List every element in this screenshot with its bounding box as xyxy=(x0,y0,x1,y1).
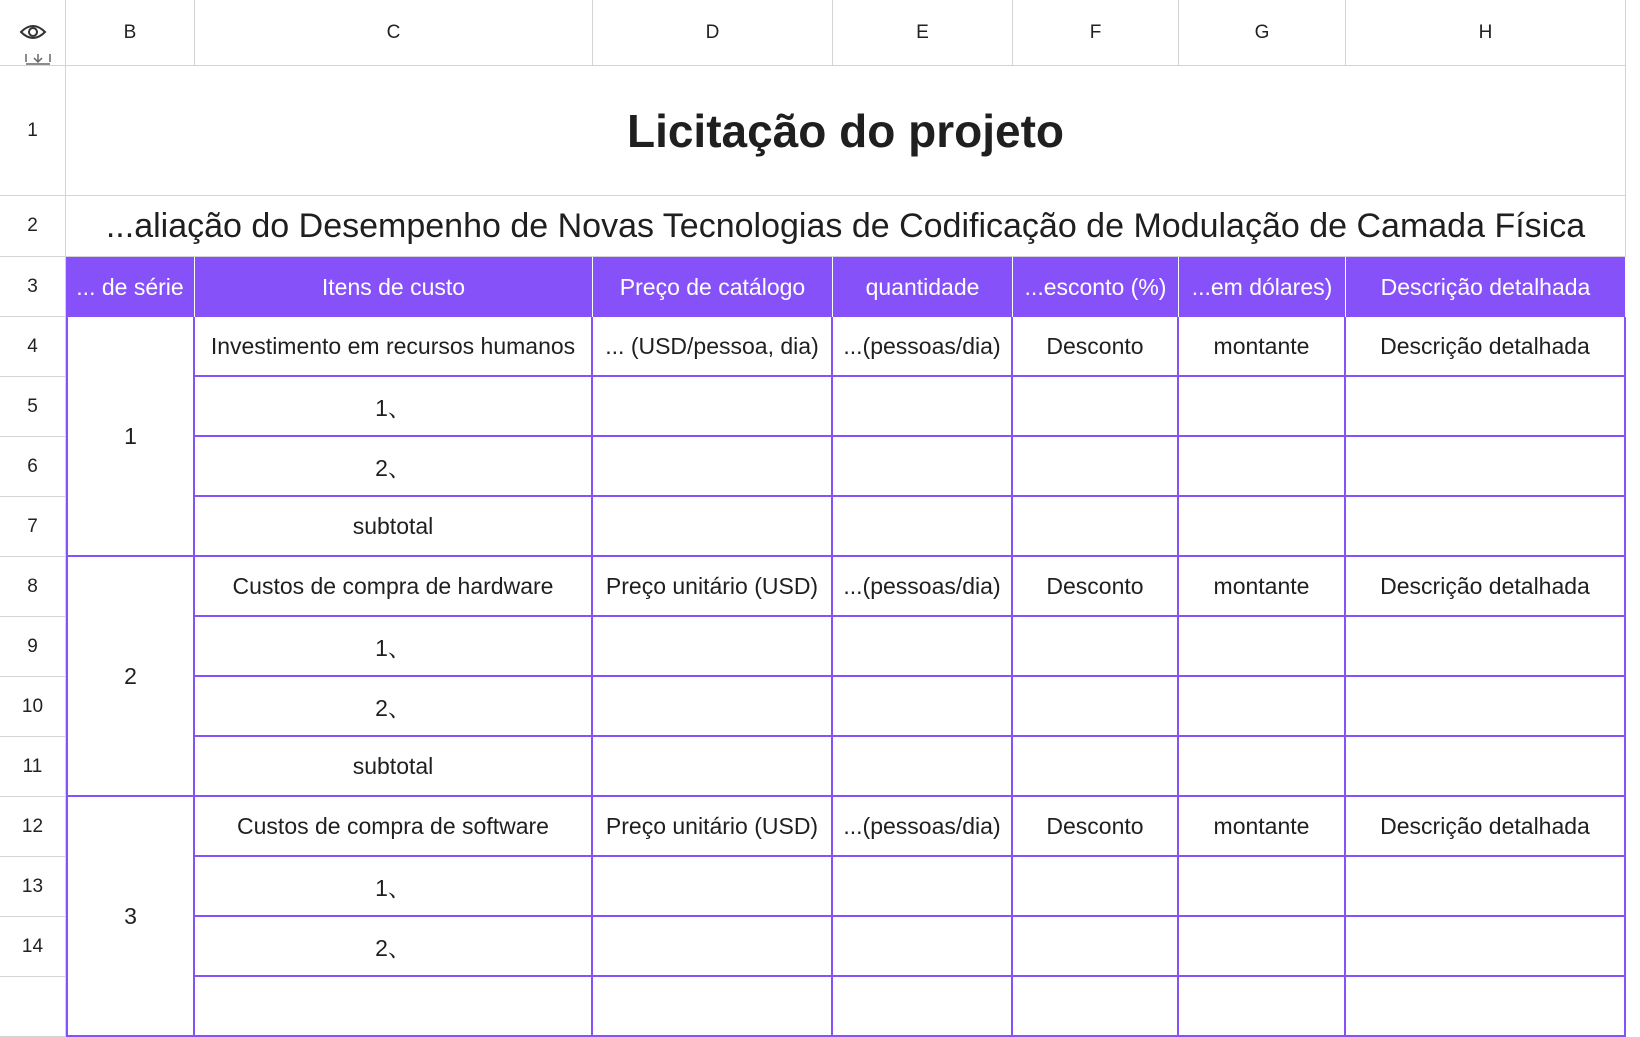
data-cell[interactable] xyxy=(1013,977,1179,1037)
data-cell[interactable]: Custos de compra de hardware xyxy=(195,557,593,617)
data-cell[interactable]: Investimento em recursos humanos xyxy=(195,317,593,377)
data-cell[interactable]: montante xyxy=(1179,317,1346,377)
data-cell[interactable] xyxy=(833,617,1013,677)
data-cell[interactable]: Desconto xyxy=(1013,797,1179,857)
column-header-g[interactable]: G xyxy=(1179,0,1346,66)
header-cell[interactable]: quantidade xyxy=(833,257,1013,317)
row-header-14[interactable]: 14 xyxy=(0,917,66,977)
row-header-10[interactable]: 10 xyxy=(0,677,66,737)
data-cell[interactable] xyxy=(1179,857,1346,917)
data-cell[interactable] xyxy=(1013,437,1179,497)
data-cell[interactable]: Descrição detalhada xyxy=(1346,557,1626,617)
row-header-13[interactable]: 13 xyxy=(0,857,66,917)
sheet-corner xyxy=(0,0,66,66)
header-cell[interactable]: Itens de custo xyxy=(195,257,593,317)
data-cell[interactable] xyxy=(593,917,833,977)
data-cell[interactable]: Preço unitário (USD) xyxy=(593,557,833,617)
data-cell[interactable] xyxy=(1346,377,1626,437)
data-cell[interactable] xyxy=(1013,617,1179,677)
row-header-3[interactable]: 3 xyxy=(0,257,66,317)
header-cell[interactable]: ...em dólares) xyxy=(1179,257,1346,317)
data-cell[interactable] xyxy=(1013,857,1179,917)
header-cell[interactable]: ...esconto (%) xyxy=(1013,257,1179,317)
row-header-12[interactable]: 12 xyxy=(0,797,66,857)
data-cell[interactable] xyxy=(1346,857,1626,917)
data-cell[interactable]: subtotal xyxy=(195,737,593,797)
sheet-title[interactable]: Licitação do projeto xyxy=(66,66,1626,196)
column-header-c[interactable]: C xyxy=(195,0,593,66)
serial-number-cell[interactable]: 3 xyxy=(66,797,195,1037)
data-cell[interactable]: montante xyxy=(1179,797,1346,857)
row-header-6[interactable]: 6 xyxy=(0,437,66,497)
data-cell[interactable] xyxy=(1179,977,1346,1037)
row-header-5[interactable]: 5 xyxy=(0,377,66,437)
column-header-d[interactable]: D xyxy=(593,0,833,66)
row-header-11[interactable]: 11 xyxy=(0,737,66,797)
header-cell[interactable]: Preço de catálogo xyxy=(593,257,833,317)
data-cell[interactable] xyxy=(1013,917,1179,977)
serial-number-cell[interactable]: 1 xyxy=(66,317,195,557)
data-cell[interactable] xyxy=(1179,737,1346,797)
data-cell[interactable] xyxy=(1346,977,1626,1037)
data-cell[interactable] xyxy=(593,617,833,677)
data-cell[interactable] xyxy=(1346,677,1626,737)
data-cell[interactable]: Desconto xyxy=(1013,317,1179,377)
data-cell[interactable]: Descrição detalhada xyxy=(1346,317,1626,377)
data-cell[interactable] xyxy=(1179,437,1346,497)
data-cell[interactable] xyxy=(833,497,1013,557)
data-cell[interactable] xyxy=(195,977,593,1037)
data-cell[interactable] xyxy=(1179,677,1346,737)
data-cell[interactable]: Custos de compra de software xyxy=(195,797,593,857)
data-cell[interactable] xyxy=(1179,917,1346,977)
data-cell[interactable]: 2、 xyxy=(195,677,593,737)
column-header-e[interactable]: E xyxy=(833,0,1013,66)
data-cell[interactable] xyxy=(1013,497,1179,557)
column-header-h[interactable]: H xyxy=(1346,0,1626,66)
row-header-1[interactable]: 1 xyxy=(0,66,66,196)
data-cell[interactable]: 2、 xyxy=(195,917,593,977)
data-cell[interactable]: subtotal xyxy=(195,497,593,557)
data-cell[interactable] xyxy=(593,377,833,437)
data-cell[interactable] xyxy=(1013,377,1179,437)
row-header-4[interactable]: 4 xyxy=(0,317,66,377)
data-cell[interactable] xyxy=(593,497,833,557)
data-cell[interactable]: ...(pessoas/dia) xyxy=(833,557,1013,617)
data-cell[interactable] xyxy=(593,677,833,737)
data-cell[interactable] xyxy=(833,377,1013,437)
data-cell[interactable]: 2、 xyxy=(195,437,593,497)
header-cell[interactable]: Descrição detalhada xyxy=(1346,257,1626,317)
column-header-f[interactable]: F xyxy=(1013,0,1179,66)
data-cell[interactable]: ... (USD/pessoa, dia) xyxy=(593,317,833,377)
data-cell[interactable]: ...(pessoas/dia) xyxy=(833,317,1013,377)
data-cell[interactable]: Preço unitário (USD) xyxy=(593,797,833,857)
data-cell[interactable]: 1、 xyxy=(195,857,593,917)
sheet-subtitle[interactable]: ...aliação do Desempenho de Novas Tecnologias de Codificação de Modulação de Camada Física xyxy=(66,196,1626,257)
data-cell[interactable]: 1、 xyxy=(195,377,593,437)
data-cell[interactable]: Descrição detalhada xyxy=(1346,797,1626,857)
data-cell[interactable] xyxy=(1179,617,1346,677)
data-cell[interactable] xyxy=(1346,917,1626,977)
row-header-9[interactable]: 9 xyxy=(0,617,66,677)
data-cell[interactable] xyxy=(593,857,833,917)
row-header-7[interactable]: 7 xyxy=(0,497,66,557)
data-cell[interactable] xyxy=(1179,497,1346,557)
data-cell[interactable]: 1、 xyxy=(195,617,593,677)
data-cell[interactable] xyxy=(593,977,833,1037)
column-header-b[interactable]: B xyxy=(66,0,195,66)
data-cell[interactable] xyxy=(833,677,1013,737)
data-cell[interactable] xyxy=(833,437,1013,497)
data-cell[interactable] xyxy=(1013,737,1179,797)
data-cell[interactable]: ...(pessoas/dia) xyxy=(833,797,1013,857)
data-cell[interactable]: Desconto xyxy=(1013,557,1179,617)
data-cell[interactable] xyxy=(1346,617,1626,677)
serial-number-cell[interactable]: 2 xyxy=(66,557,195,797)
row-header-next[interactable] xyxy=(0,977,66,1037)
data-cell[interactable] xyxy=(593,737,833,797)
data-cell[interactable] xyxy=(833,857,1013,917)
header-cell[interactable]: ... de série xyxy=(66,257,195,317)
data-cell[interactable] xyxy=(1346,437,1626,497)
data-cell[interactable] xyxy=(1346,497,1626,557)
row-header-2[interactable]: 2 xyxy=(0,196,66,257)
data-cell[interactable] xyxy=(833,737,1013,797)
data-cell[interactable]: montante xyxy=(1179,557,1346,617)
data-cell[interactable] xyxy=(1346,737,1626,797)
row-header-8[interactable]: 8 xyxy=(0,557,66,617)
eye-icon[interactable] xyxy=(19,22,47,42)
data-cell[interactable] xyxy=(1179,377,1346,437)
data-cell[interactable] xyxy=(833,917,1013,977)
data-cell[interactable] xyxy=(1013,677,1179,737)
data-cell[interactable] xyxy=(833,977,1013,1037)
data-cell[interactable] xyxy=(593,437,833,497)
